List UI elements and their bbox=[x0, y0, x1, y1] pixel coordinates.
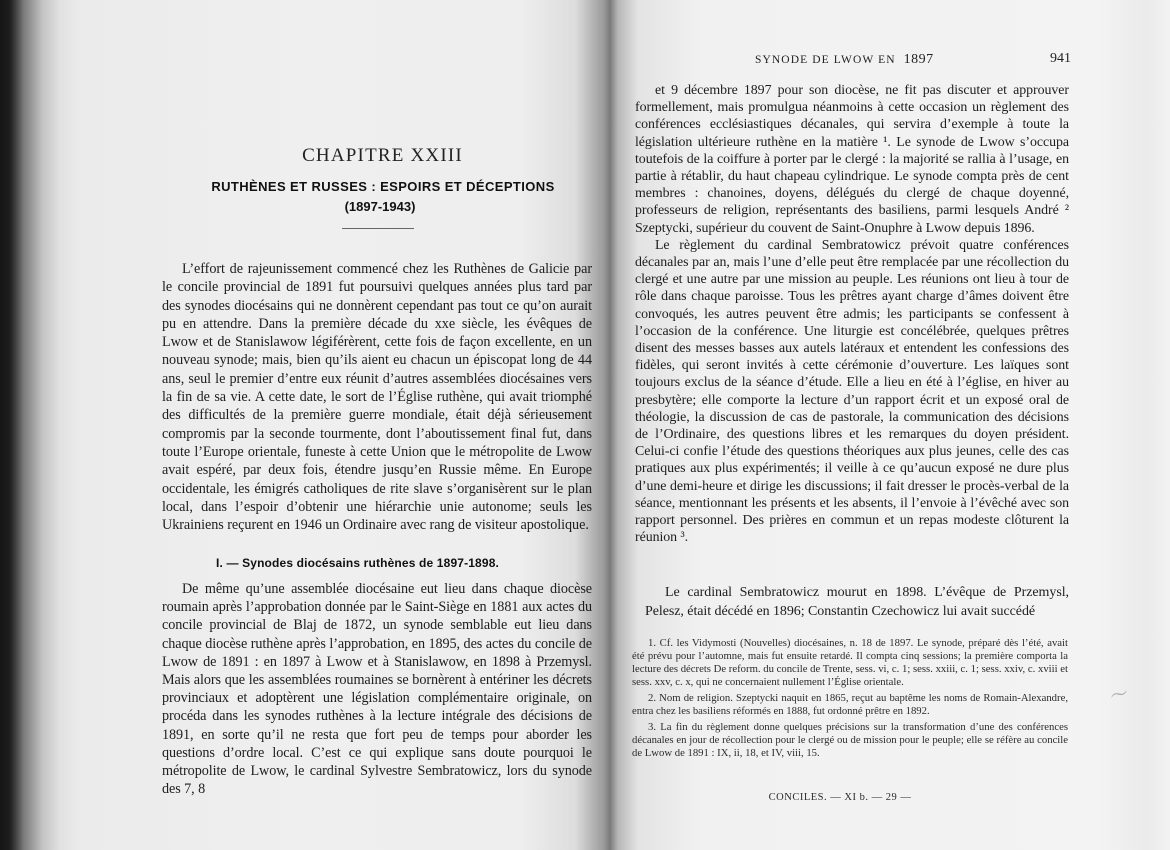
chapter-dates: (1897-1943) bbox=[344, 199, 416, 214]
intro-paragraph: L’effort de rajeunissement commencé chez les Ruthènes de Galicie par le concile provincial de 1891 fut poursuivi quelques années plus tard par des synodes diocésains qui ne donnèrent cependant pas tout ce qu’on aurait pu en attendre. Dans la première décade du xxe siècle, les évêques de Lwow et de Stanislawow légiférèrent, cette fois de façon excellente, en un nouveau synode; mais, bien qu’ils aient eu chacun un épiscopat long de 44 ans, seul le premier d’entre eux réunit d’autres assemblées diocésaines vers la fin de sa vie. A cette date, le sort de l’Église ruthène, qui avait triomphé des difficultés de la première guerre mondiale, était déjà sérieusement compromis par la seconde tourmente, dont l’aboutissement final fut, dans toute l’Europe orientale, funeste à cette Union que le métropolite de Lwow avait espéré, par deux fois, étendre jusqu’en Russie même. En Europe occidentale, les émigrés catholiques de rite slave s’organisèrent sur le plan local, dans l’espoir d’obtenir une hiérarchie unie autonome; seuls les Ukrainiens reçurent en 1946 un Ordinaire avec rang de visiteur apostolique. bbox=[162, 261, 592, 534]
intro-text-block bbox=[162, 260, 592, 534]
signature-line: CONCILES. — XI b. — 29 — bbox=[768, 792, 912, 803]
right-paragraph-3: Le cardinal Sembratowicz mourut en 1898. L’évêque de Przemysl, Pelesz, était décédé en 1896; Constantin Czechowicz lui avait succédé bbox=[645, 585, 1069, 619]
footnotes-block bbox=[632, 637, 1068, 763]
page-number: 941 bbox=[1050, 51, 1071, 66]
body-paragraph: De même qu’une assemblée diocésaine eut lieu dans chaque diocèse roumain après l’approbation donnée par le Saint-Siège en 1881 aux actes du concile provincial de Blaj de 1872, un synode semblable eut lieu dans chaque diocèse ruthène après l’approbation, en 1895, des actes du concile de Lwow de 1891 : en 1897 à Lwow et à Stanislawow, en 1898 à Przemysl. Mais alors que les assemblées roumaines se bornèrent à entériner les décrets provinciaux et adoptèrent une législation complémentaire originale, on procéda dans les synodes ruthènes à la lecture intégrale des décisions de 1891, en sorte qu’il ne resta que fort peu de temps pour aborder les questions d’ordre local. C’est ce qui explique sans doute pourquoi le métropolite de Lwow, le cardinal Sylvestre Sembratowicz, lors du synode des 7, 8 bbox=[162, 581, 592, 798]
right-page bbox=[610, 0, 1170, 850]
running-header-year: 1897 bbox=[903, 52, 934, 67]
footnote: 3. La fin du règlement donne quelques précisions sur la transformation d’une des conférences décanales en jour de récollection pour le clergé ou de mission pour le peuple; elle se réfère au concile de Lwow de 1891 : IX, ii, 18, et IV, viii, 15. bbox=[632, 721, 1068, 759]
running-header-title: SYNODE DE LWOW EN bbox=[755, 54, 896, 66]
pencil-mark-icon: ～ bbox=[1107, 682, 1131, 708]
right-paragraph-2: Le règlement du cardinal Sembratowicz prévoit quatre conférences décanales par an, mais l’une d’elle peut être remplacée par une récollection du clergé et une autre par une mission au peuple. Les réunions ont lieu à tour de rôle dans chaque paroisse. Tous les prêtres ayant charge d’âmes doivent être convoqués, les autres peuvent être admis; les participants se confessent à l’occasion de la conférence. Une liturgie est concélébrée, quelques prêtres disent des messes basses aux autels latéraux et entendent les confessions des fidèles, qui seront invités à cette cérémonie d’ouverture. Les laïques sont toujours exclus de la séance d’étude. Elle a lieu en été à l’église, en hiver au presbytère; elle comporte la lecture d’un rapport écrit et un exposé oral de théologie, la discussion de cas de pastorale, la communication des décisions de l’Ordinaire, des questions libres et les remarques du doyen président. Celui-ci confie l’étude des questions théoriques aux plus jeunes, celle des cas pratiques aux plus expérimentés; il veille à ce qu’aucun exposé ne dure plus d’une demi-heure et dirige les discussions; il fait dresser le procès-verbal de la séance, mentionnant les présents et les absents, il l’envoie à l’évêché avec son rapport personnel. Des prières en commun et un repas modeste clôturent la réunion ³. bbox=[635, 237, 1069, 546]
left-body-text-block bbox=[162, 580, 592, 798]
chapter-label: CHAPITRE XXIII bbox=[302, 145, 463, 166]
footnote: 2. Nom de religion. Szeptycki naquit en 1865, reçut au baptême les noms de Romain-Alexandre, entra chez les basiliens réformés en 1888, fut ordonné prêtre en 1892. bbox=[632, 692, 1068, 717]
section-heading: I. — Synodes diocésains ruthènes de 1897-1898. bbox=[216, 556, 500, 570]
chapter-title: RUTHÈNES ET RUSSES : ESPOIRS ET DÉCEPTIONS bbox=[211, 179, 555, 194]
right-bottom-text-block bbox=[645, 583, 1069, 621]
right-paragraph-1: et 9 décembre 1897 pour son diocèse, ne fit pas discuter et approuver formellement, mais promulgua néanmoins à cette occasion un règlement des conférences ecclésiastiques décanales, qui servira d’exemple à toute la législation ultérieure ruthène en la matière ¹. Le synode de Lwow s’occupa toutefois de la coiffure à porter par le clergé : la majorité se rallia à l’usage, en partie à rétablir, du haut chapeau cylindrique. Le synode compta près de cent membres : chanoines, doyens, délégués du clergé de chaque doyenné, professeurs de religion, représentants des basiliens, parmi lesquels André ² Szeptycki, supérieur du couvent de Saint-Onuphre à Lwow depuis 1896. bbox=[635, 83, 1069, 236]
chapter-divider bbox=[342, 228, 414, 229]
running-header bbox=[755, 52, 1045, 68]
footnote: 1. Cf. les Vidymosti (Nouvelles) diocésaines, n. 18 de 1897. Le synode, préparé dès l’été, avait été prévu pour l’automne, mais fut ensuite retardé. Il compta cinq sessions; la première comporta la lecture des décrets De reform. du concile de Trente, sess. vi, c. 1; sess. xxiii, c. 1; sess. xxiv, c. xviii et sess. xxv, c. x, qui ne concernaient nullement l’Église orientale. bbox=[632, 637, 1068, 688]
right-body-text-block bbox=[635, 82, 1069, 546]
